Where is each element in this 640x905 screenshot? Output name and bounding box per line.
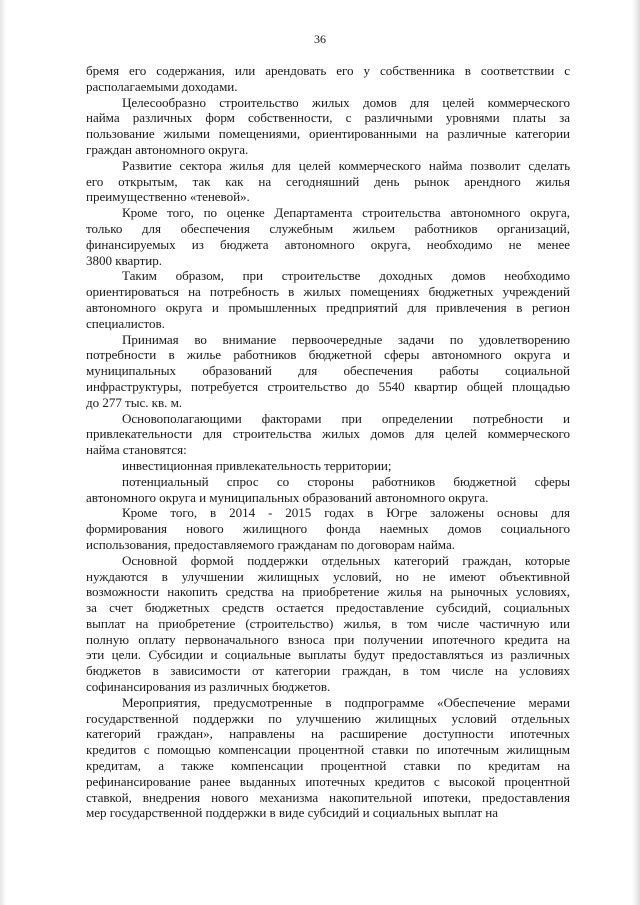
text-line: его открытым, так как на сегодняшний день рынок арендного жилья [86, 173, 570, 189]
text-line: рефинансирование ранее выданных ипотечных кредитов с высокой процентной [86, 773, 570, 789]
text-line: мер государственной поддержки в виде субсидий и социальных выплат на [86, 805, 499, 821]
text-line: инвестиционная привлекательность территории; [122, 457, 392, 473]
text-line: Основной формой поддержки отдельных категорий граждан, которые [122, 552, 570, 568]
text-line: располагаемыми доходами. [86, 78, 238, 94]
text-line: автономного округа и промышленных предприятий для привлечения в регион [86, 299, 570, 315]
text-line: Таким образом, при строительстве доходных домов необходимо [122, 268, 570, 284]
text-line: пользование жилыми помещениями, ориентированными на различные категории [86, 126, 570, 142]
text-line: Кроме того, по оценке Департамента строительства автономного округа, [122, 205, 570, 221]
text-line: нуждаются в улучшении жилищных условий, но не имеют объективной [86, 568, 570, 584]
text-line: найма различных форм собственности, с различными уровнями платы за [86, 110, 570, 126]
text-line: 3800 квартир. [86, 252, 162, 268]
text-line: кредитам, а также компенсации процентной ставки по кредитам на [86, 758, 570, 774]
text-line: использования, предоставляемого гражданам по договорам найма. [86, 536, 455, 552]
text-line: муниципальных образований для обеспечения работы социальной [86, 363, 570, 379]
text-line: бюджетов в зависимости от категории граждан, в том числе на условиях [86, 663, 570, 679]
text-line: потенциальный спрос со стороны работников бюджетной сферы [122, 473, 570, 489]
text-line: категорий граждан», направлены на расширение доступности ипотечных [86, 726, 570, 742]
text-line: Развитие сектора жилья для целей коммерческого найма позволит сделать [122, 157, 570, 173]
text-line: специалистов. [86, 315, 165, 331]
text-line: граждан автономного округа. [86, 141, 249, 157]
text-line: найма становятся: [86, 442, 187, 458]
text-line: ставкой, внедрения нового механизма накопительной ипотеки, предоставления [86, 789, 570, 805]
scan-edge-left [0, 0, 6, 905]
text-line: полную оплату первоначального взноса при получении ипотечного кредита на [86, 631, 570, 647]
text-line: бремя его содержания, или арендовать его у собственника в соответствии с [86, 63, 570, 78]
text-line: финансируемых из бюджета автономного округа, необходимо не менее [86, 236, 570, 252]
scan-edge-right [632, 0, 640, 905]
text-line: Принимая во внимание первоочередные задачи по удовлетворению [122, 331, 570, 347]
body-text [86, 63, 570, 821]
text-line: только для обеспечения служебным жильем работников организаций, [86, 220, 570, 236]
text-line: возможности накопить средства на приобретение жилья на рыночных условиях, [86, 584, 570, 600]
text-line: эти цели. Субсидии и социальные выплаты будут предоставляться из различных [86, 647, 570, 663]
text-line: привлекательности для строительства жилых домов для целей коммерческого [86, 426, 570, 442]
text-line: государственной поддержки по улучшению жилищных условий отдельных [86, 710, 570, 726]
page-number: 36 [314, 32, 326, 46]
text-line: инфраструктуры, потребуется строительство до 5540 квартир общей площадью [86, 378, 570, 394]
text-line: Целесообразно строительство жилых домов для целей коммерческого [122, 94, 570, 110]
text-line: Основополагающими факторами при определении потребности и [122, 410, 570, 426]
text-line: кредитов с помощью компенсации процентной ставки по ипотечным жилищным [86, 742, 570, 758]
text-line: софинансирования из различных бюджетов. [86, 679, 331, 695]
text-line: ориентироваться на потребность в жилых помещениях бюджетных учреждений [86, 284, 570, 300]
text-line: потребности в жилье работников бюджетной сферы автономного округа и [86, 347, 570, 363]
text-line: формирования нового жилищного фонда наемных домов социального [86, 521, 570, 537]
text-line: за счет бюджетных средств остается предоставление субсидий, социальных [86, 600, 570, 616]
text-line: Мероприятия, предусмотренные в подпрограмме «Обеспечение мерами [122, 694, 570, 710]
text-line: до 277 тыс. кв. м. [86, 394, 183, 410]
text-line: преимущественно «теневой». [86, 189, 250, 205]
text-line: выплат на приобретение (строительство) жилья, в том числе частичную или [86, 615, 570, 631]
text-line: Кроме того, в 2014 - 2015 годах в Югре заложены основы для [122, 505, 570, 521]
text-line: автономного округа и муниципальных образований автономного округа. [86, 489, 489, 505]
